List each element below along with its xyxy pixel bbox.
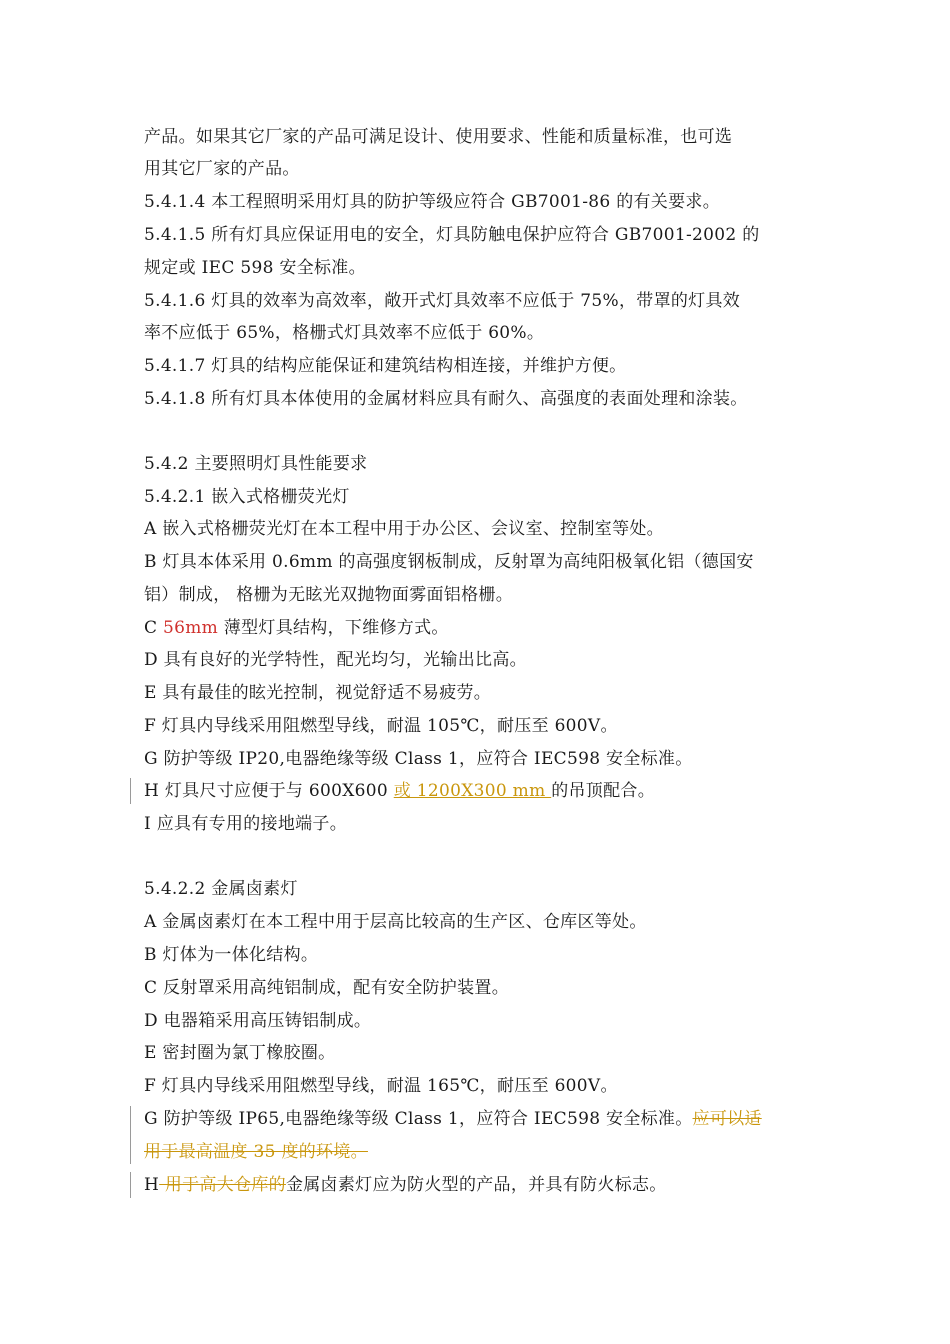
deleted-text: 应可以适 xyxy=(692,1109,762,1129)
item-e: E 具有最佳的眩光控制，视觉舒适不易疲劳。 xyxy=(144,683,492,703)
clause-5-4-1-8: 5.4.1.8 所有灯具本体使用的金属材料应具有耐久、高强度的表面处理和涂装。 xyxy=(144,389,748,409)
highlight-red-text: 56mm xyxy=(163,618,219,638)
section-heading-5-4-2-1: 5.4.2.1 嵌入式格栅荧光灯 xyxy=(144,487,350,507)
item-e: E 密封圈为氯丁橡胶圈。 xyxy=(144,1043,336,1063)
change-bar xyxy=(130,1106,131,1164)
change-bar xyxy=(130,778,131,804)
inserted-text: 或 1200X300 mm xyxy=(393,781,552,801)
item-g-text: G 防护等级 IP65,电器绝缘等级 Class 1，应符合 IEC598 安全标准。 xyxy=(144,1109,693,1129)
clause-5-4-1-6-cont: 率不应低于 65%，格栅式灯具效率不应低于 60%。 xyxy=(144,323,545,343)
item-a: A 嵌入式格栅荧光灯在本工程中用于办公区、会议室、控制室等处。 xyxy=(144,519,664,539)
item-c xyxy=(144,617,449,639)
item-b: B 灯体为一体化结构。 xyxy=(144,945,319,965)
item-d: D 电器箱采用高压铸铝制成。 xyxy=(144,1011,372,1031)
deleted-text: 用于最高温度 35 度的环境。 xyxy=(144,1142,368,1162)
item-f: F 灯具内导线采用阻燃型导线，耐温 165℃，耐压至 600V。 xyxy=(144,1076,618,1096)
section-heading-5-4-2: 5.4.2 主要照明灯具性能要求 xyxy=(144,454,368,474)
clause-5-4-1-7: 5.4.1.7 灯具的结构应能保证和建筑结构相连接，并维护方便。 xyxy=(144,356,627,376)
clause-5-4-1-6: 5.4.1.6 灯具的效率为高效率，敞开式灯具效率不应低于 75%，带罩的灯具效 xyxy=(144,291,741,311)
item-a: A 金属卤素灯在本工程中用于层高比较高的生产区、仓库区等处。 xyxy=(144,912,647,932)
item-h xyxy=(144,1174,667,1196)
item-i: I 应具有专用的接地端子。 xyxy=(144,814,348,834)
item-d: D 具有良好的光学特性，配光均匀，光输出比高。 xyxy=(144,650,527,670)
deleted-text: 用于高大仓库的 xyxy=(159,1175,286,1195)
item-c: C 反射罩采用高纯铝制成，配有安全防护装置。 xyxy=(144,978,510,998)
clause-5-4-1-5: 5.4.1.5 所有灯具应保证用电的安全，灯具防触电保护应符合 GB7001-2002 的 xyxy=(144,225,760,245)
clause-5-4-1-5-cont: 规定或 IEC 598 安全标准。 xyxy=(144,258,366,278)
item-h-rest: 金属卤素灯应为防火型的产品，并具有防火标志。 xyxy=(285,1175,667,1195)
item-c-prefix: C xyxy=(144,618,164,638)
paragraph-line: 产品。如果其它厂家的产品可满足设计、使用要求、性能和质量标准，也可选 xyxy=(144,127,733,147)
item-h-suffix: 的吊顶配合。 xyxy=(551,781,656,801)
item-g: G 防护等级 IP20,电器绝缘等级 Class 1，应符合 IEC598 安全标准。 xyxy=(144,749,693,769)
item-f: F 灯具内导线采用阻燃型导线，耐温 105℃，耐压至 600V。 xyxy=(144,716,618,736)
clause-5-4-1-4: 5.4.1.4 本工程照明采用灯具的防护等级应符合 GB7001-86 的有关要求。 xyxy=(144,192,720,212)
paragraph-line: 用其它厂家的产品。 xyxy=(144,159,300,179)
item-h-prefix: H 灯具尺寸应便于与 600X600 xyxy=(144,781,394,801)
item-g xyxy=(144,1108,762,1130)
item-b: B 灯具本体采用 0.6mm 的高强度钢板制成，反射罩为高纯阳极氧化铝（德国安 xyxy=(144,552,754,572)
item-h xyxy=(144,780,655,802)
item-h-prefix: H xyxy=(144,1175,160,1195)
section-heading-5-4-2-2: 5.4.2.2 金属卤素灯 xyxy=(144,879,298,899)
item-g-cont xyxy=(144,1141,368,1163)
item-b-cont: 铝）制成， 格栅为无眩光双抛物面雾面铝格栅。 xyxy=(144,585,514,605)
item-c-rest: 薄型灯具结构，下维修方式。 xyxy=(218,618,449,638)
change-bar xyxy=(130,1172,131,1198)
